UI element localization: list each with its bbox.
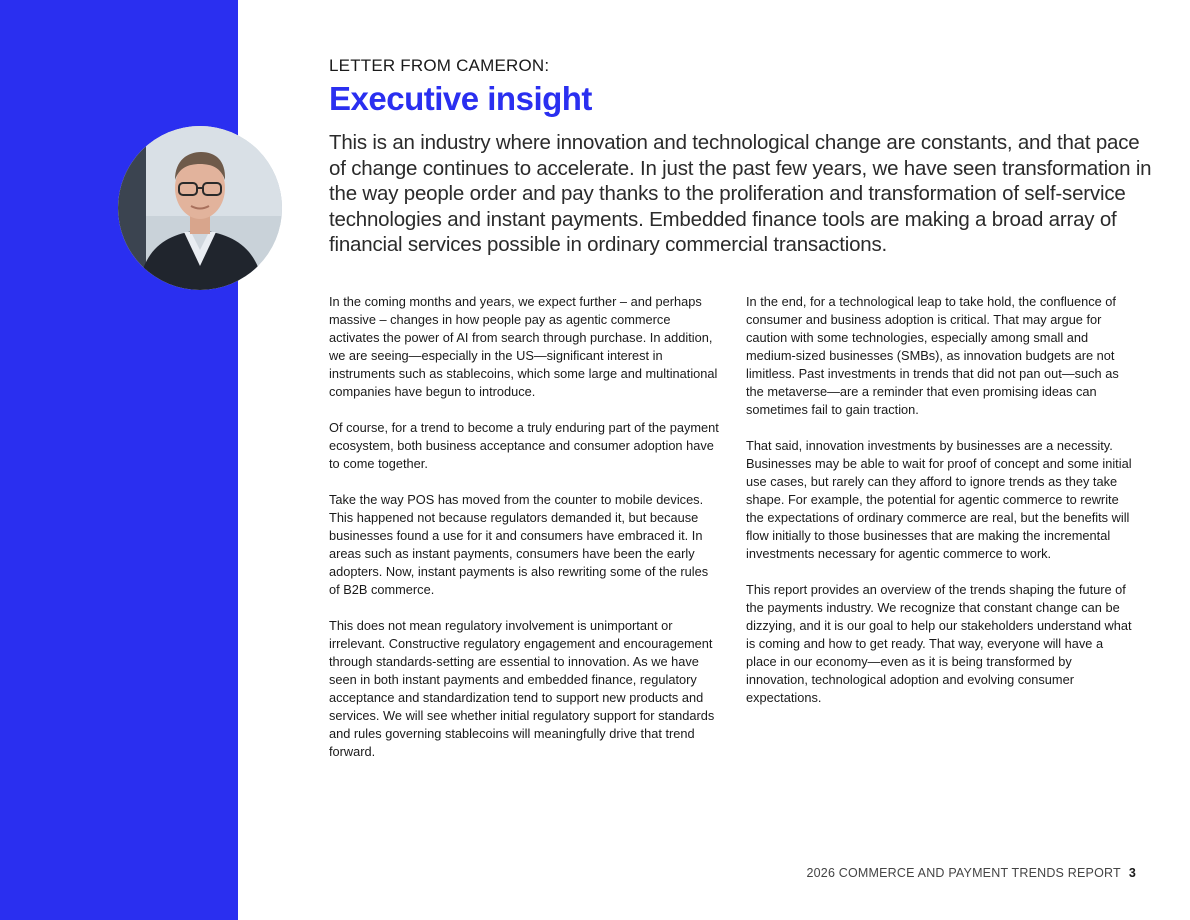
body-paragraph: This report provides an overview of the trends shaping the future of the payments industry. We recognize that constant change can be dizzying, and it is our goal to help our stakeholders understand what is coming and how to get ready. That way, everyone will have a place in our economy—even as it is being transformed by innovation, technological adoption and evolving consumer expectations.	[746, 582, 1132, 705]
blue-sidebar	[0, 0, 238, 920]
report-title: 2026 COMMERCE AND PAYMENT TRENDS REPORT	[806, 866, 1121, 880]
right-column	[746, 293, 1136, 725]
body-paragraph: In the coming months and years, we expect further – and perhaps massive – changes in how people pay as agentic commerce activates the power of AI from search through purchase. In addition, we are seeing—especially in the US—significant interest in instruments such as stablecoins, which some large and multinational companies have begun to introduce.	[329, 294, 718, 399]
body-paragraph: Of course, for a trend to become a truly enduring part of the payment ecosystem, both business acceptance and consumer adoption have to come together.	[329, 420, 719, 471]
lead-paragraph: This is an industry where innovation and technological change are constants, and that pace of change continues to accelerate. In just the past few years, we have seen transformation in the way people order and pay thanks to the proliferation and transformation of self-service technologies and instant payments. Embedded finance tools are making a broad array of financial services possible in ordinary commercial transactions.	[329, 131, 1152, 257]
left-column	[329, 293, 719, 779]
letter-eyebrow: LETTER FROM CAMERON:	[329, 56, 550, 75]
page-title: Executive insight	[329, 80, 592, 117]
ceo-portrait	[118, 126, 282, 290]
body-paragraph: Take the way POS has moved from the counter to mobile devices. This happened not because regulators demanded it, but because businesses found a use for it and consumers have embraced it. In areas such as instant payments, consumers have been the early adopters. Now, instant payments is also rewriting some of the rules of B2B commerce.	[329, 492, 709, 597]
body-paragraph: This does not mean regulatory involvement is unimportant or irrelevant. Constructive regulatory engagement and encouragement through standards-setting are essential to innovation. As we have seen in both instant payments and embedded finance, regulatory acceptance and standardization tend to support new products and services. We will see whether initial regulatory support for standards and rules governing stablecoins will meaningfully drive that trend forward.	[329, 618, 715, 759]
page-number: 3	[1128, 866, 1136, 880]
body-paragraph: That said, innovation investments by businesses are a necessity. Businesses may be able to wait for proof of concept and some initial use cases, but rarely can they afford to ignore trends as they take shape. For example, the potential for agentic commerce to rewrite the expectations of ordinary commerce are real, but the benefits will flow initially to those businesses that are making the incremental investments necessary for agentic commerce to work.	[746, 438, 1132, 561]
body-paragraph: In the end, for a technological leap to take hold, the confluence of consumer and business adoption is critical. That may argue for caution with some technologies, especially among small and medium-sized businesses (SMBs), as innovation budgets are not limitless. Past investments in trends that did not pan out—such as the metaverse—are a reminder that even promising ideas can sometimes fail to gain traction.	[746, 294, 1119, 417]
portrait-image	[118, 126, 282, 290]
page-footer	[806, 866, 1136, 880]
